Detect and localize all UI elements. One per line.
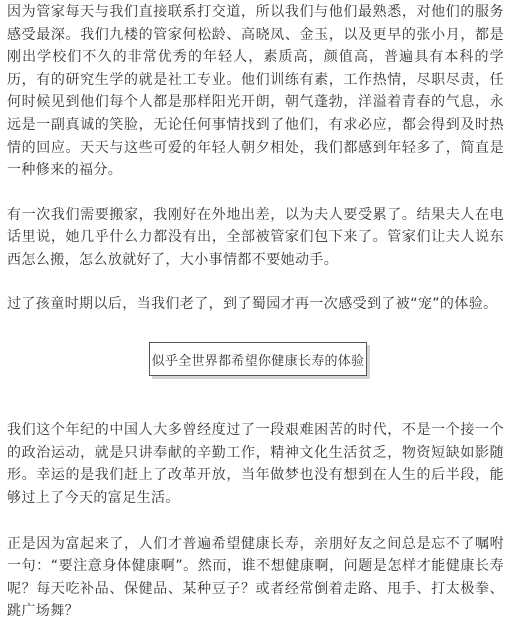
section-heading: 似乎全世界都希望你健康长寿的体验 — [149, 342, 367, 376]
article-body — [7, 0, 504, 623]
paragraph-health-longevity: 正是因为富起来了，人们才普遍希望健康长寿，亲朋好友之间总是忘不了嘱咐一句：“要注意身体健康啊”。然而，谁不想健康啊，问题是怎样才能健康长寿呢？每天吃补品、保健品、某种豆子？或者经常倒着走路、甩手、打太极拳、跳广场舞？ — [7, 535, 504, 620]
section-heading-container — [7, 342, 504, 386]
paragraph-housekeepers: 因为管家每天与我们直接联系打交道，所以我们与他们最熟悉，对他们的服务感受最深。我们九楼的管家何松龄、高晓凤、金玉，以及更早的张小月，都是刚出学校们不久的非常优秀的年轻人，素质高，颜值高，普遍具有本科的学历，有的研究生学的就是社工专业。他们训练有素，工作热情，尽职尽责，任何时候见到他们每个人都是那样阳光开朗，朝气蓬勃，洋溢着青春的气息，永远是一副真诚的笑脸，无论任何事情找到了他们，有求必应，都会得到及时热情的回应。天天与这些可爱的年轻人朝夕相处，我们都感到年轻多了，简直是一种修来的福分。 — [7, 4, 504, 179]
paragraph-moving-house: 有一次我们需要搬家，我刚好在外地出差，以为夫人要受累了。结果夫人在电话里说，她几乎什么力都没有出，全部被管家们包下来了。管家们让夫人说东西怎么搬，怎么放就好了，大小事情都不要她动手。 — [7, 206, 504, 268]
paragraph-pampered-experience: 过了孩童时期以后，当我们老了，到了蜀园才再一次感受到了被“宠”的体验。 — [7, 295, 498, 312]
paragraph-generation-history: 我们这个年纪的中国人大多曾经度过了一段艰难困苦的时代，不是一个接一个的政治运动，就是只讲奉献的辛勤工作，精神文化生活贫乏，物资短缺如影随形。幸运的是我们赶上了改革开放，当年做梦也没有想到在人生的后半段，能够过上了今天的富足生活。 — [7, 422, 504, 506]
